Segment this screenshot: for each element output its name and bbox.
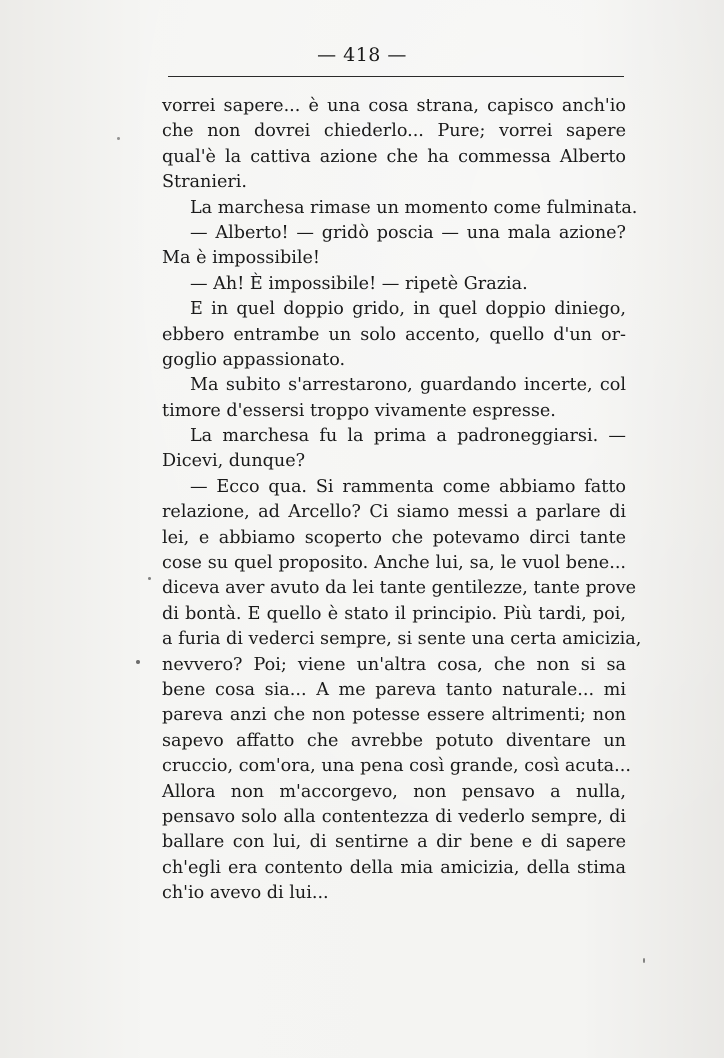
text-line: pareva anzi che non potesse essere altrimenti; non xyxy=(162,705,626,726)
text-line: ch'egli era contento della mia amicizia, della stima xyxy=(162,857,626,878)
text-line: che non dovrei chiederlo... Pure; vorrei sapere xyxy=(162,121,626,142)
text-line: bene cosa sia... A me pareva tanto naturale... mi xyxy=(162,679,626,700)
text-line: Allora non m'accorgevo, non pensavo a nulla, xyxy=(162,781,626,802)
text-line: — Ecco qua. Si rammenta come abbiamo fatto xyxy=(190,476,626,497)
ink-speck xyxy=(643,958,645,963)
text-line: timore d'essersi troppo vivamente espresse. xyxy=(162,400,556,421)
text-line: sapevo affatto che avrebbe potuto diventare un xyxy=(162,730,626,751)
text-line: La marchesa rimase un momento come fulminata. xyxy=(190,197,638,218)
text-line: Ma subito s'arrestarono, guardando incerte, col xyxy=(190,375,626,396)
ink-speck xyxy=(136,660,140,664)
text-line: ballare con lui, di sentirne a dir bene e di sapere xyxy=(162,832,626,853)
text-line: cose su quel proposito. Anche lui, sa, le vuol bene... xyxy=(162,553,626,574)
header-rule xyxy=(168,76,624,77)
text-line: vorrei sapere... è una cosa strana, capisco anch'io xyxy=(162,96,626,116)
text-line: nevvero? Poi; viene un'altra cosa, che non si sa xyxy=(162,654,626,675)
text-line: — Alberto! — gridò poscia — una mala azione? xyxy=(190,222,626,243)
text-line: a furia di vederci sempre, si sente una certa amicizia, xyxy=(162,629,642,650)
ink-speck xyxy=(117,137,120,140)
text-line: ch'io avevo di lui... xyxy=(162,883,329,904)
text-line: di bontà. E quello è stato il principio. Più tardi, poi, xyxy=(162,603,626,624)
body-text xyxy=(162,94,642,907)
text-line: goglio appassionato. xyxy=(162,349,346,370)
text-line: — Ah! È impossibile! — ripetè Grazia. xyxy=(190,273,528,294)
text-line: diceva aver avuto da lei tante gentilezze, tante prove xyxy=(162,578,637,599)
text-line: relazione, ad Arcello? Ci siamo messi a parlare di xyxy=(162,502,626,523)
page-number: — 418 — xyxy=(317,44,407,66)
text-line: Ma è impossibile! xyxy=(162,248,320,269)
text-line: cruccio, com'ora, una pena così grande, così acuta... xyxy=(162,756,631,777)
ink-speck xyxy=(148,577,151,580)
text-line: pensavo solo alla contentezza di vederlo sempre, di xyxy=(162,806,626,827)
text-line: lei, e abbiamo scoperto che potevamo dirci tante xyxy=(162,527,626,548)
text-line: qual'è la cattiva azione che ha commessa Alberto xyxy=(162,146,626,167)
text-line: La marchesa fu la prima a padroneggiarsi. — xyxy=(190,426,626,447)
text-line: Dicevi, dunque? xyxy=(162,451,306,472)
text-line: Stranieri. xyxy=(162,172,248,193)
text-line: E in quel doppio grido, in quel doppio diniego, xyxy=(190,299,626,320)
text-line: ebbero entrambe un solo accento, quello d'un or- xyxy=(162,324,626,345)
